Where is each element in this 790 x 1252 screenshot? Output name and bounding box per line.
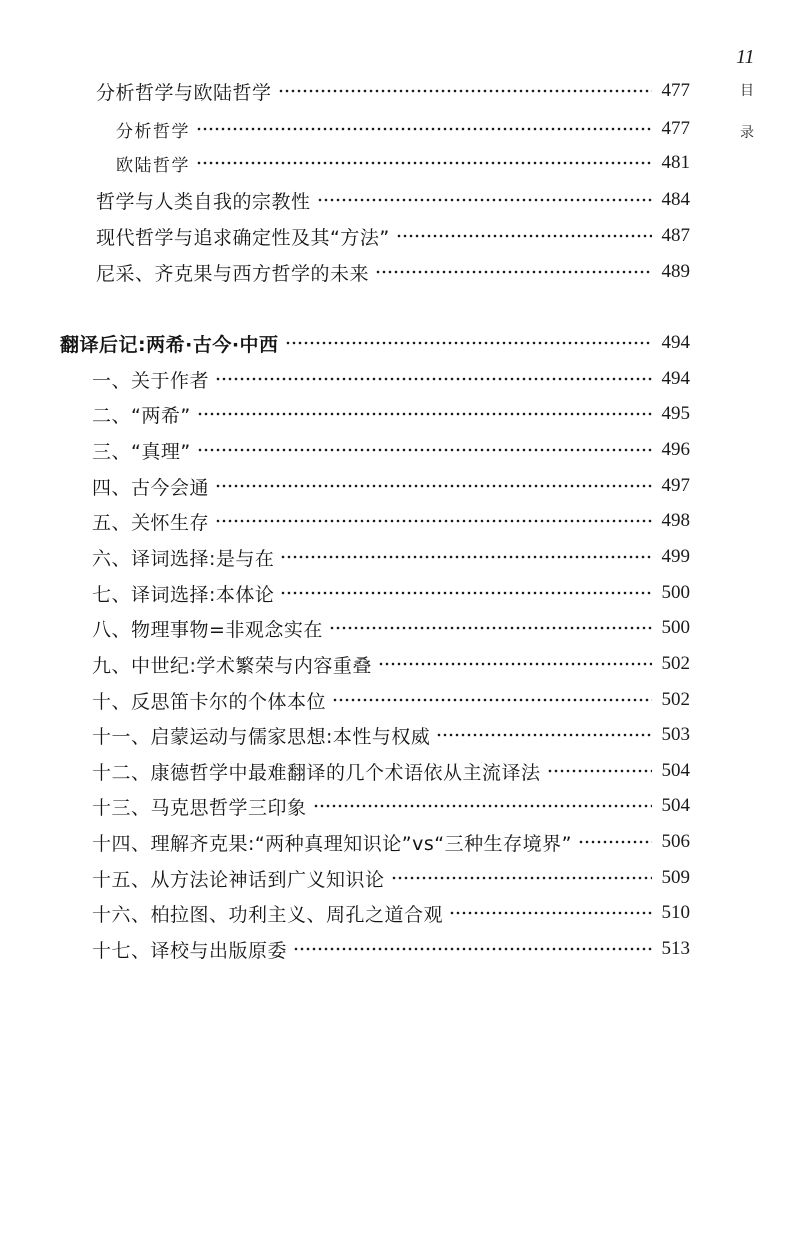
- toc-entry-title: 九、中世纪:学术繁荣与内容重叠: [92, 654, 372, 677]
- toc-entry[interactable]: [92, 504, 690, 538]
- toc-entry-title: 六、译词选择:是与在: [92, 547, 275, 570]
- running-head-char: 录: [740, 125, 754, 141]
- dot-leader: [215, 484, 652, 488]
- toc-entry-page: 499: [661, 546, 690, 567]
- dot-leader: [317, 198, 652, 202]
- toc-entry-title: 七、译词选择:本体论: [92, 583, 275, 606]
- dot-leader: [215, 519, 652, 523]
- toc-entry[interactable]: [92, 611, 690, 645]
- toc-entry-title: 分析哲学: [116, 121, 190, 142]
- dot-leader: [332, 698, 652, 702]
- toc-entry[interactable]: [96, 183, 690, 217]
- dot-leader: [391, 876, 652, 880]
- dot-leader: [278, 89, 652, 93]
- toc-entry-page: 494: [661, 332, 690, 353]
- toc-entry-page: 481: [661, 152, 690, 173]
- toc-entry-title: 十二、康德哲学中最难翻译的几个术语依从主流译法: [92, 761, 541, 784]
- dot-leader: [197, 448, 652, 452]
- toc-entry-page: 504: [661, 795, 690, 816]
- toc-entry[interactable]: [116, 146, 690, 180]
- toc-entry-title: 十六、柏拉图、功利主义、周孔之道合观: [92, 903, 444, 926]
- toc-entry[interactable]: [92, 683, 690, 717]
- toc-entry[interactable]: [92, 433, 690, 467]
- toc-entry-title: 十七、译校与出版原委: [92, 939, 288, 962]
- toc-entry[interactable]: [92, 469, 690, 503]
- toc-entry[interactable]: [92, 896, 690, 930]
- toc-chapter[interactable]: [60, 326, 690, 360]
- toc-entry-page: 502: [661, 653, 690, 674]
- toc-entry-title: 十三、马克思哲学三印象: [92, 796, 307, 819]
- toc-entry-page: 504: [661, 760, 690, 781]
- toc-chapter-title: 翻译后记:两希·古今·中西: [60, 333, 279, 356]
- dot-leader: [215, 377, 652, 381]
- toc-entry[interactable]: [116, 112, 690, 146]
- toc-entry-title: 哲学与人类自我的宗教性: [96, 190, 311, 213]
- toc-entry-page: 498: [661, 510, 690, 531]
- toc-entry-title: 十、反思笛卡尔的个体本位: [92, 690, 327, 713]
- dot-leader: [375, 270, 652, 274]
- toc-entry[interactable]: [96, 74, 690, 108]
- toc-entry[interactable]: [96, 219, 690, 253]
- toc-entry[interactable]: [92, 362, 690, 396]
- toc-entry-title: 十一、启蒙运动与儒家思想:本性与权威: [92, 725, 431, 748]
- toc-entry-page: 489: [661, 261, 690, 282]
- toc-entry[interactable]: [92, 754, 690, 788]
- toc-entry[interactable]: [92, 540, 690, 574]
- toc-entry-title: 八、物理事物=非观念实在: [92, 618, 323, 641]
- toc-entry[interactable]: [92, 932, 690, 966]
- toc-entry[interactable]: [92, 861, 690, 895]
- toc-entry[interactable]: [92, 647, 690, 681]
- toc-entry-page: 502: [661, 689, 690, 710]
- toc-entry-title: 一、关于作者: [92, 369, 210, 392]
- toc-entry-page: 497: [661, 475, 690, 496]
- dot-leader: [396, 234, 652, 238]
- dot-leader: [329, 626, 652, 630]
- dot-leader: [280, 591, 652, 595]
- toc-entry-page: 495: [661, 403, 690, 424]
- toc-entry-page: 496: [661, 439, 690, 460]
- toc-entry-page: 484: [661, 189, 690, 210]
- toc-entry[interactable]: [92, 825, 690, 859]
- toc-entry-page: 477: [661, 80, 690, 101]
- toc-entry-title: 五、关怀生存: [92, 511, 210, 534]
- dot-leader: [436, 733, 652, 737]
- toc-entry-title: 四、古今会通: [92, 476, 210, 499]
- toc-entry[interactable]: [92, 397, 690, 431]
- dot-leader: [449, 911, 652, 915]
- toc-entry-page: 487: [661, 225, 690, 246]
- toc-entry-page: 509: [661, 867, 690, 888]
- toc-entry[interactable]: [92, 576, 690, 610]
- running-head-char: 目: [740, 83, 754, 99]
- dot-leader: [280, 555, 652, 559]
- toc-entry[interactable]: [92, 718, 690, 752]
- toc-entry[interactable]: [96, 255, 690, 289]
- toc-entry-title: 欧陆哲学: [116, 155, 190, 176]
- toc-entry-title: 三、“真理”: [92, 440, 191, 463]
- toc-entry-title: 十五、从方法论神话到广义知识论: [92, 868, 385, 891]
- toc-entry-page: 500: [661, 582, 690, 603]
- dot-leader: [378, 662, 652, 666]
- toc-entry-title: 二、“两希”: [92, 404, 191, 427]
- dot-leader: [578, 840, 652, 844]
- toc-entry-page: 506: [661, 831, 690, 852]
- dot-leader: [285, 341, 652, 345]
- toc-entry-page: 510: [661, 902, 690, 923]
- toc-entry-title: 现代哲学与追求确定性及其“方法”: [96, 226, 390, 249]
- toc-entry-title: 分析哲学与欧陆哲学: [96, 81, 272, 104]
- dot-leader: [197, 412, 652, 416]
- dot-leader: [293, 947, 652, 951]
- dot-leader: [547, 769, 652, 773]
- dot-leader: [196, 127, 652, 131]
- dot-leader: [313, 804, 652, 808]
- toc-entry-title: 十四、理解齐克果:“两种真理知识论”vs“三种生存境界”: [92, 832, 572, 855]
- toc-entry-page: 503: [661, 724, 690, 745]
- toc-entry-title: 尼采、齐克果与西方哲学的未来: [96, 262, 370, 285]
- dot-leader: [196, 161, 652, 165]
- toc-entry-page: 494: [661, 368, 690, 389]
- toc-entry[interactable]: [92, 789, 690, 823]
- toc-entry-page: 477: [661, 118, 690, 139]
- toc-entry-page: 500: [661, 617, 690, 638]
- toc-entry-page: 513: [661, 938, 690, 959]
- page-number: 11: [736, 46, 755, 68]
